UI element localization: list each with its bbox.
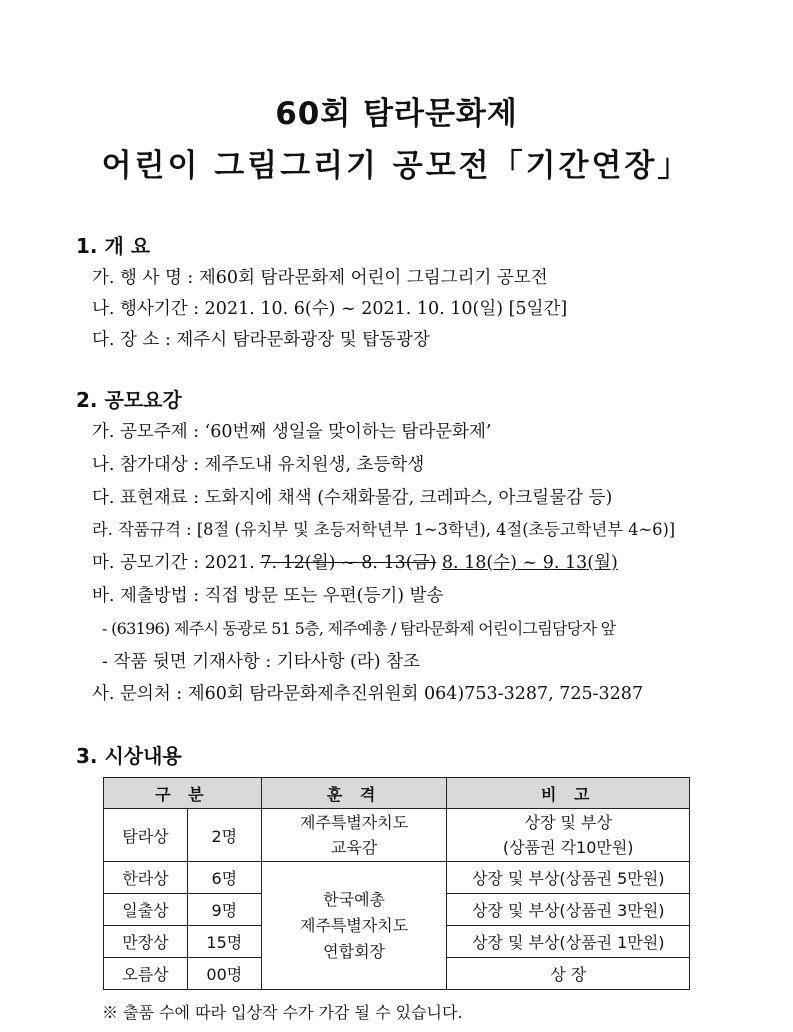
note-cell: 상 장 [447,958,690,990]
backside-note-line: - 작품 뒷면 기재사항 : 기타사항 (라) 참조 [102,652,420,672]
prize-table [103,777,690,990]
note-cell: 상장 및 부상 (상품권 각10만원) [447,809,690,862]
section1-heading: 1. 개 요 [76,234,151,258]
section2-line: 다. 표현재료 : 도화지에 채색 (수채화물감, 크레파스, 아크릴물감 등) [92,488,613,508]
award-cell: 오름상 [104,958,188,990]
note-cell: 상장 및 부상(상품권 3만원) [447,894,690,926]
header-category: 구 분 [104,778,262,809]
note-cell: 상장 및 부상(상품권 5만원) [447,862,690,894]
period-prefix: 마. 공모기간 : 2021. [92,553,261,573]
period-old: 7. 12(월) ~ 8. 13(금) [260,553,437,573]
address-line: - (63196) 제주시 동광로 51 5층, 제주예총 / 탐라문화제 어린이그림담당자 앞 [102,619,616,638]
table-header-row [104,778,690,809]
section3-heading: 3. 시상내용 [76,744,182,768]
count-cell: 00명 [187,958,261,990]
count-cell: 6명 [187,862,261,894]
section1-line: 나. 행사기간 : 2021. 10. 6(수) ~ 2021. 10. 10(일) [5일간] [92,299,568,319]
document-title: 60회 탐라문화제 [275,96,518,132]
contact-line: 사. 문의처 : 제60회 탐라문화제추진위원회 064)753-3287, 725-3287 [92,684,644,704]
note-cell: 상장 및 부상(상품권 1만원) [447,926,690,958]
header-note: 비 고 [447,778,690,809]
period-line [92,549,618,574]
period-new: 8. 18(수) ~ 9. 13(월) [441,553,618,573]
count-cell: 9명 [187,894,261,926]
section1-line: 다. 장 소 : 제주시 탐라문화광장 및 탑동광장 [92,330,430,350]
section1-line: 가. 행 사 명 : 제60회 탐라문화제 어린이 그림그리기 공모전 [92,268,548,288]
table-row [104,862,690,894]
table-row [104,809,690,862]
section2-heading: 2. 공모요강 [76,388,182,412]
award-cell: 한라상 [104,862,188,894]
section2-line: 라. 작품규격 : [8절 (유치부 및 초등저학년부 1~3학년), 4절(초등고학년부 4~6)] [92,520,676,539]
section2-line: 나. 참가대상 : 제주도내 유치원생, 초등학생 [92,455,425,475]
authority-cell: 한국예총 제주특별자치도 연합회장 [261,862,447,990]
award-cell: 만장상 [104,926,188,958]
header-authority: 훈 격 [261,778,447,809]
award-cell: 일출상 [104,894,188,926]
section2-line: 바. 제출방법 : 직접 방문 또는 우편(등기) 발송 [92,586,444,606]
count-cell: 15명 [187,926,261,958]
section2-line: 가. 공모주제 : ‘60번째 생일을 맞이하는 탐라문화제’ [92,422,492,442]
authority-cell: 제주특별자치도 교육감 [261,809,447,862]
count-cell: 2명 [187,809,261,862]
award-cell: 탐라상 [104,809,188,862]
document-subtitle: 어린이 그림그리기 공모전「기간연장」 [101,148,692,184]
footnote: ※ 출품 수에 따라 입상작 수가 가감 될 수 있습니다. [102,1003,463,1022]
